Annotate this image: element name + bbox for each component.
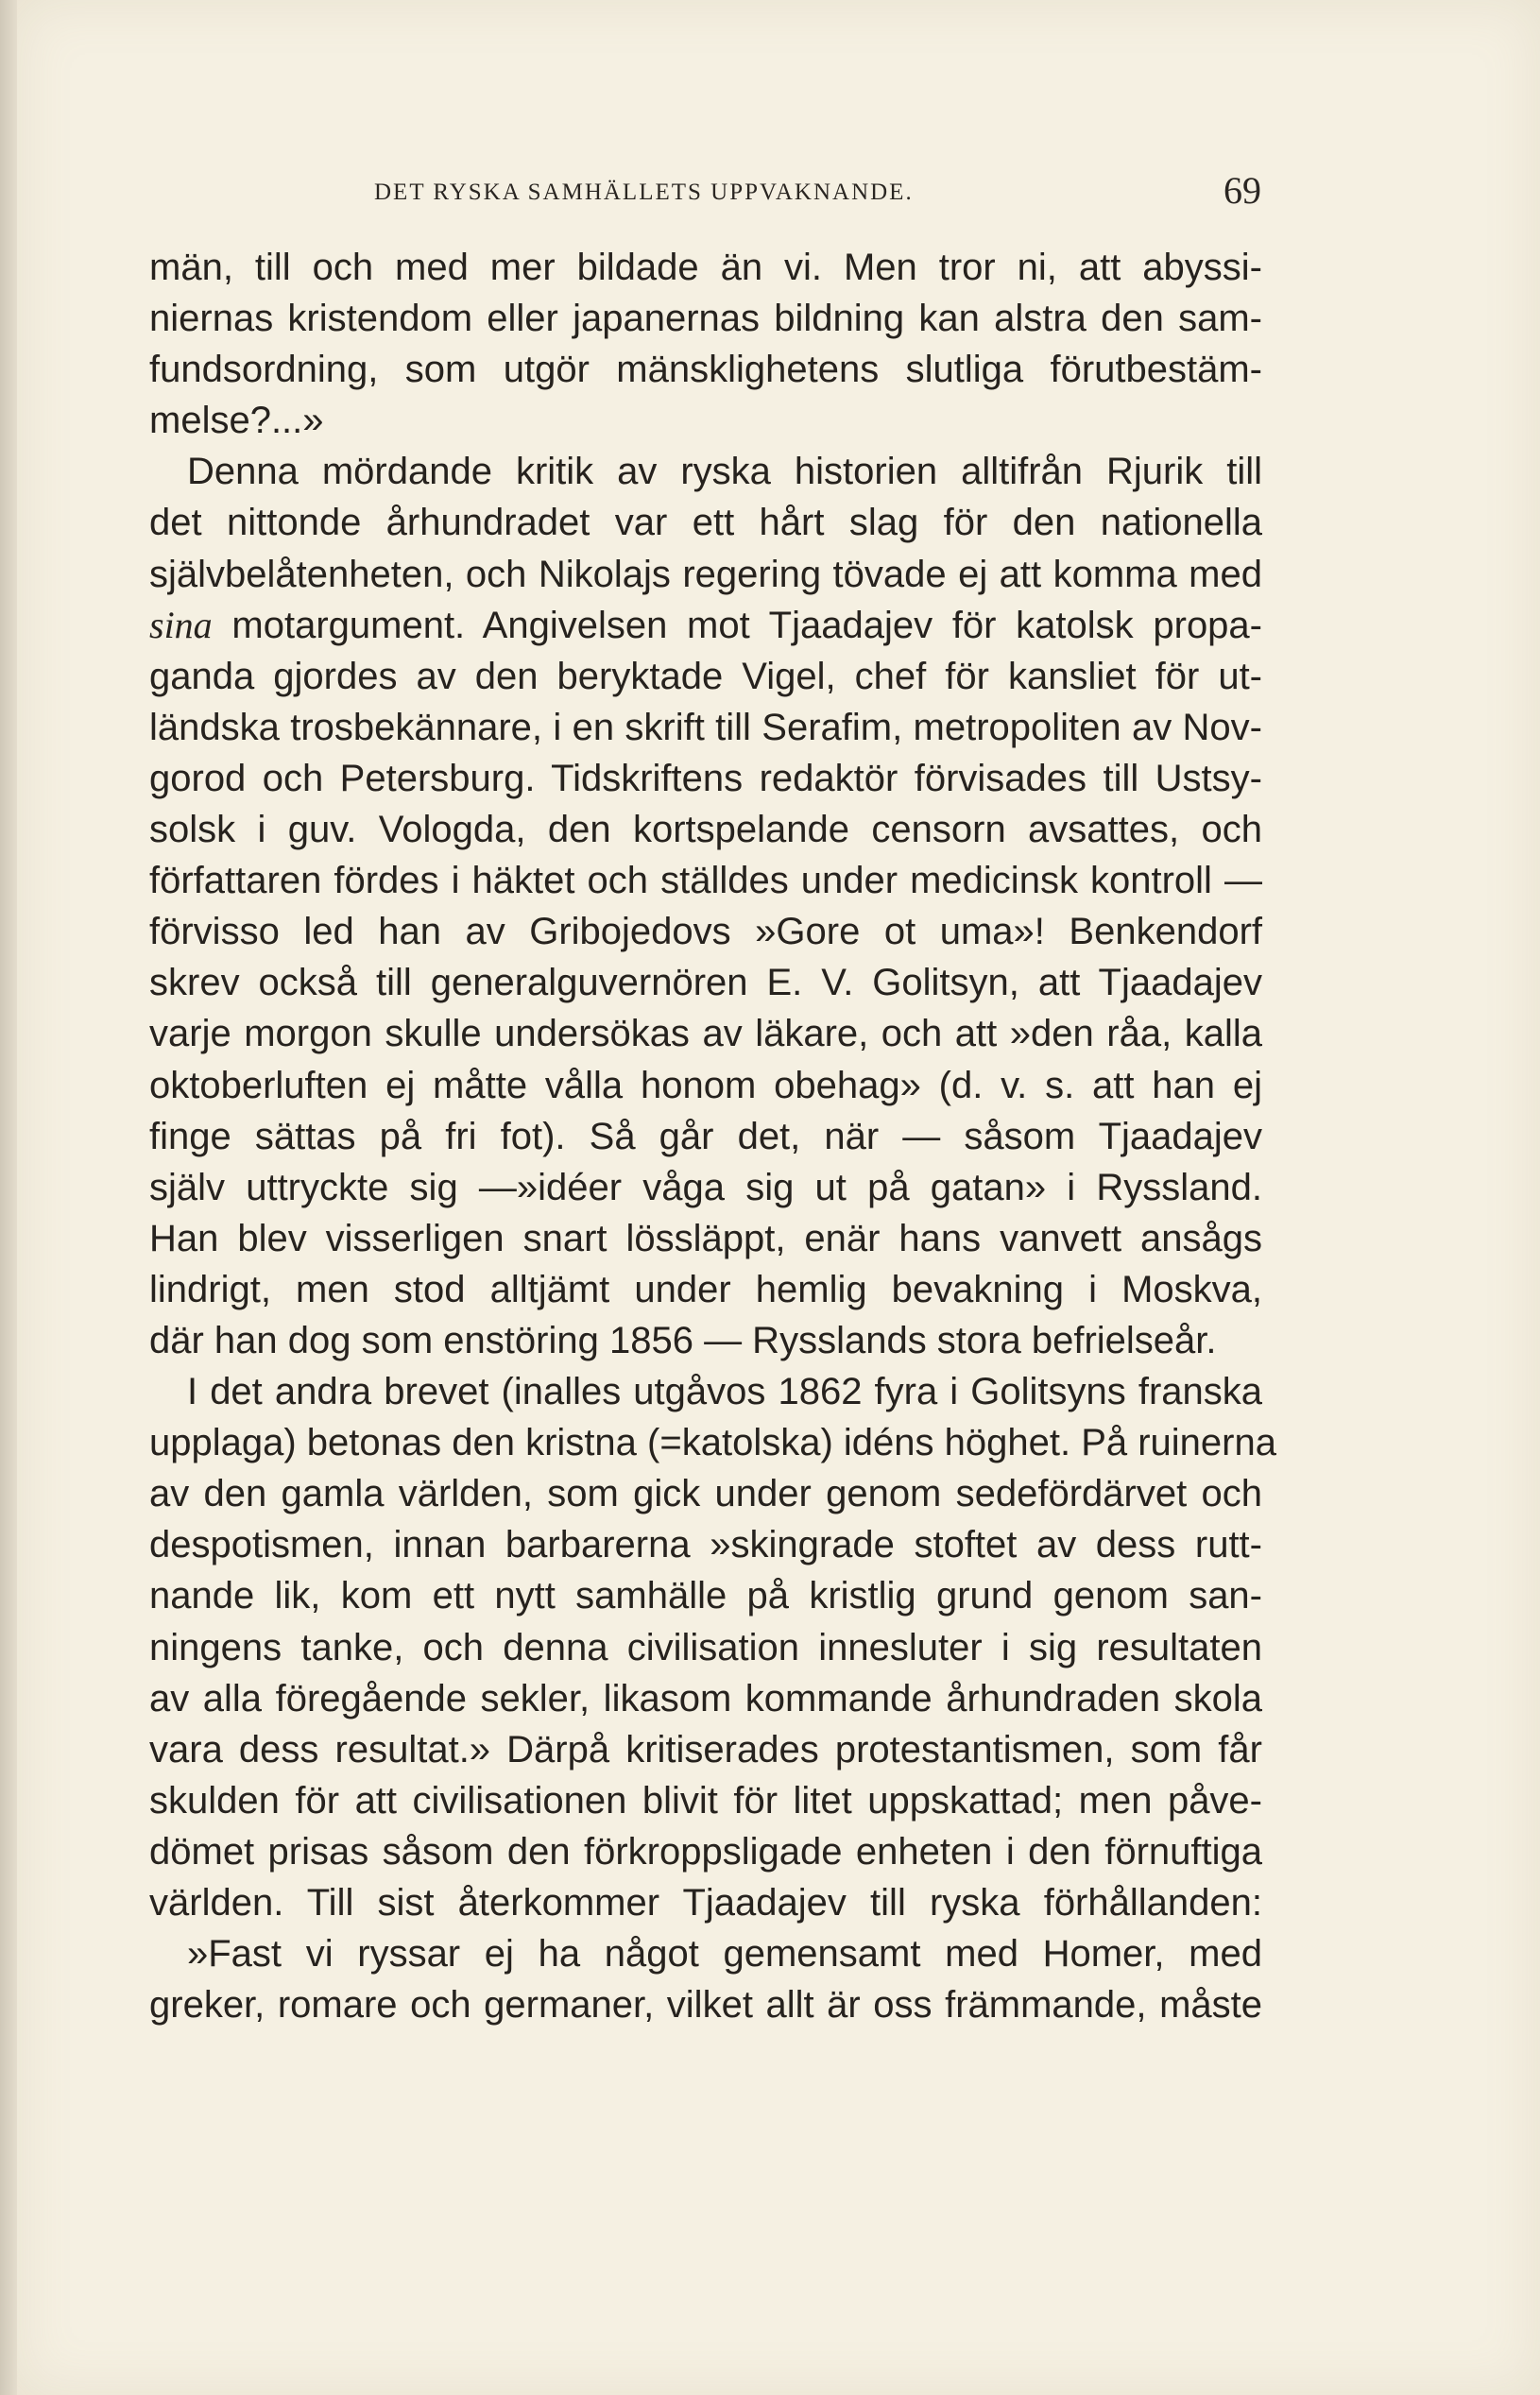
- text-line: författaren fördes i häktet och ställdes under medicinsk kontroll —: [149, 860, 1262, 902]
- text-line: nande lik, kom ett nytt samhälle på kristlig grund genom san-: [149, 1575, 1262, 1617]
- text-line: världen. Till sist återkommer Tjaadajev till ryska förhållanden:: [149, 1882, 1262, 1924]
- text-line: lindrigt, men stod alltjämt under hemlig bevakning i Moskva,: [149, 1268, 1262, 1310]
- text-line: oktoberluften ej måtte vålla honom obehag» (d. v. s. att han ej: [149, 1064, 1262, 1106]
- text-line: upplaga) betonas den kristna (=katolska) idéns höghet. På ruinerna: [149, 1422, 1276, 1464]
- text-line: vara dess resultat.» Därpå kritiserades protestantismen, som får: [149, 1728, 1262, 1771]
- text-line: själv uttryckte sig —»idéer våga sig ut på gatan» i Ryssland.: [149, 1166, 1262, 1208]
- text-line: skulden för att civilisationen blivit för litet uppskattad; men påve-: [149, 1779, 1262, 1822]
- text-line: I det andra brevet (inalles utgåvos 1862 fyra i Golitsyns franska: [187, 1371, 1262, 1413]
- text-line: melse?...»: [149, 400, 324, 442]
- running-header: [151, 168, 1261, 225]
- text-line: av den gamla världen, som gick under genom sedefördärvet och: [149, 1473, 1262, 1515]
- text-line: dömet prisas såsom den förkroppsligade enheten i den förnuftiga: [149, 1830, 1262, 1873]
- page-number: 69: [1223, 169, 1261, 212]
- italic-word: sina: [149, 603, 213, 646]
- text-line: Han blev visserligen snart lössläppt, enär hans vanvett ansågs: [149, 1217, 1262, 1259]
- text-line: där han dog som enstöring 1856 — Rysslands stora befrielseår.: [149, 1319, 1217, 1361]
- text-line: ländska trosbekännare, i en skrift till Serafim, metropoliten av Nov-: [149, 706, 1262, 748]
- chapter-title: DET RYSKA SAMHÄLLETS UPPVAKNANDE.: [374, 180, 914, 205]
- text-line: Denna mördande kritik av ryska historien alltifrån Rjurik till: [187, 451, 1262, 493]
- text-line: förvisso led han av Gribojedovs »Gore ot uma»! Benkendorf: [149, 911, 1262, 953]
- text-line: solsk i guv. Vologda, den kortspelande censorn avsattes, och: [149, 809, 1262, 851]
- text-line: män, till och med mer bildade än vi. Men tror ni, att abyssi-: [149, 247, 1262, 288]
- text-line: ningens tanke, och denna civilisation innesluter i sig resultaten: [149, 1626, 1262, 1668]
- text-line: varje morgon skulle undersökas av läkare, och att »den råa, kalla: [149, 1013, 1262, 1055]
- text-line: det nittonde århundradet var ett hårt slag för den nationella: [149, 502, 1262, 544]
- text-line: självbelåtenheten, och Nikolajs regering tövade ej att komma med: [149, 553, 1262, 595]
- text-line: »Fast vi ryssar ej ha något gemensamt med Homer, med: [187, 1933, 1262, 1976]
- text-line: niernas kristendom eller japanernas bildning kan alstra den sam-: [149, 298, 1262, 340]
- text-line: av alla föregående sekler, likasom kommande århundraden skola: [149, 1677, 1262, 1719]
- text-line-with-italic: [149, 600, 1262, 651]
- text-line: gorod och Petersburg. Tidskriftens redaktör förvisades till Ustsy-: [149, 757, 1262, 799]
- text-line: skrev också till generalguvernören E. V. Golitsyn, att Tjaadajev: [149, 962, 1262, 1004]
- text-line: despotismen, innan barbarerna »skingrade stoftet av dess rutt-: [149, 1524, 1262, 1566]
- text-line: finge sättas på fri fot). Så går det, när — såsom Tjaadajev: [149, 1115, 1262, 1157]
- body-text: [149, 242, 1276, 2030]
- scan-edge: [0, 0, 17, 2395]
- text-line: ganda gjordes av den beryktade Vigel, chef för kansliet för ut-: [149, 655, 1262, 697]
- text-line-rest: motargument. Angivelsen mot Tjaadajev för katolsk propa-: [231, 604, 1262, 646]
- text-line: greker, romare och germaner, vilket allt är oss främmande, måste: [149, 1984, 1262, 2027]
- text-line: fundsordning, som utgör mänsklighetens slutliga förutbestäm-: [149, 349, 1262, 391]
